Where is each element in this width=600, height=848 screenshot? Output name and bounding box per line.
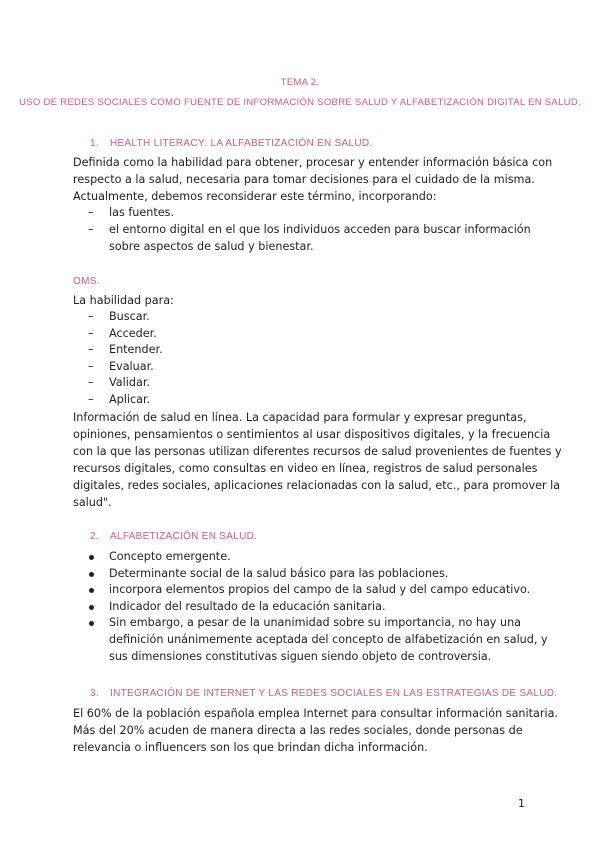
list-item: Sin embargo, a pesar de la unanimidad sobre su importancia, no hay una <box>88 615 530 632</box>
section-1-heading <box>90 138 373 149</box>
section-1-title: HEALTH LITERACY: LA ALFABETIZACIÓN EN SALUD. <box>110 138 373 149</box>
paragraph-line: opiniones, pensamientos o sentimientos al usar dispositivos digitales, y la frecuencia <box>73 428 551 441</box>
oms-intro: La habilidad para: <box>73 294 174 307</box>
list-item: Indicador del resultado de la educación sanitaria. <box>88 599 530 616</box>
document-subtitle: USO DE REDES SOCIALES COMO FUENTE DE INFORMACIÓN SOBRE SALUD Y ALFABETIZACIÓN DIGITAL EN SALUD. <box>19 97 581 108</box>
paragraph-line: El 60% de la población española emplea Internet para consultar información sanitaria. <box>73 707 558 720</box>
list-item: incorpora elementos propios del campo de la salud y del campo educativo. <box>88 582 530 599</box>
list-item: Determinante social de la salud básico para las poblaciones. <box>88 566 530 583</box>
paragraph-line: respecto a la salud, necesaria para tomar decisiones para el cuidado de la misma. <box>73 173 535 186</box>
oms-heading: OMS. <box>73 276 100 287</box>
paragraph-line: salud". <box>73 496 112 509</box>
section-3-title: INTEGRACIÓN DE INTERNET Y LAS REDES SOCIALES EN LAS ESTRATEGIAS DE SALUD. <box>110 688 558 699</box>
list-item: – el entorno digital en el que los individuos acceden para buscar información <box>88 222 531 239</box>
paragraph-line: Definida como la habilidad para obtener, procesar y entender información básica con <box>73 156 553 169</box>
page-number: 1 <box>518 797 525 810</box>
tema-title: TEMA 2. <box>280 77 320 88</box>
list-item-continuation: sobre aspectos de salud y bienestar. <box>109 240 314 253</box>
paragraph-line: digitales, redes sociales, aplicaciones relacionadas con la salud, etc., para promover la <box>73 479 561 492</box>
section-2-number: 2. <box>90 531 99 542</box>
paragraph-line: Información de salud en línea. La capacidad para formular y expresar preguntas, <box>73 411 527 424</box>
paragraph-line: Actualmente, debemos reconsiderar este término, incorporando: <box>73 190 437 203</box>
oms-paragraph <box>73 409 562 511</box>
list-item: – Entender. <box>88 342 163 359</box>
section-2-title: ALFABETIZACIÓN EN SALUD. <box>110 531 258 542</box>
paragraph-line: recursos digitales, como consultas en video en línea, registros de salud personales <box>73 462 538 475</box>
section-2-list <box>88 549 530 632</box>
paragraph-line: con la que las personas utilizan diferentes recursos de salud provenientes de fuentes y <box>73 445 562 458</box>
list-item: – Aplicar. <box>88 392 163 409</box>
section-1-paragraph <box>73 154 553 205</box>
section-2-heading <box>90 531 257 542</box>
section-1-number: 1. <box>90 138 99 149</box>
paragraph-line: definición unánimemente aceptada del concepto de alfabetización en salud, y <box>109 633 548 646</box>
list-item: – Buscar. <box>88 309 163 326</box>
list-item: – Validar. <box>88 375 163 392</box>
oms-list <box>88 309 163 409</box>
paragraph-line: Más del 20% acuden de manera directa a las redes sociales, donde personas de <box>73 724 523 737</box>
section-3-number: 3. <box>90 688 99 699</box>
list-item: – Acceder. <box>88 326 163 343</box>
paragraph-line: relevancia o influencers son los que brindan dicha información. <box>73 741 428 754</box>
list-item: – Evaluar. <box>88 359 163 376</box>
list-item: – las fuentes. <box>88 205 531 222</box>
section-3-paragraph <box>73 705 558 756</box>
paragraph-line: sus dimensiones constitutivas siguen siendo objeto de controversia. <box>109 649 492 663</box>
section-3-heading <box>90 688 557 699</box>
list-item-continuation <box>109 632 548 665</box>
list-item: Concepto emergente. <box>88 549 530 566</box>
section-1-list <box>88 205 531 238</box>
